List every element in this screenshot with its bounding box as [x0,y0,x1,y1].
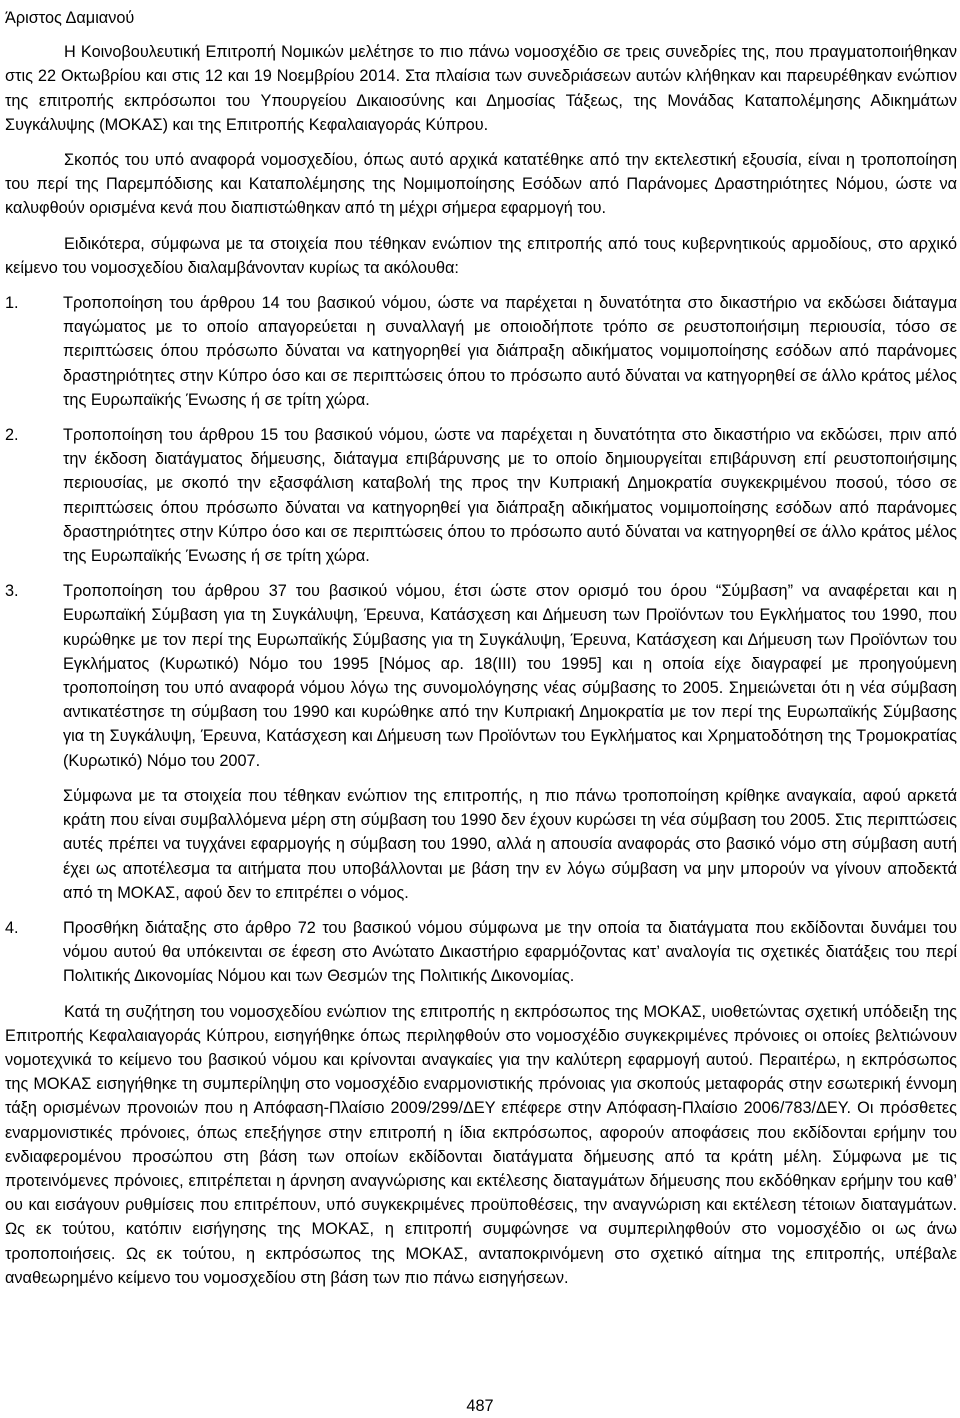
salutation: Άριστος Δαμιανού [5,9,135,27]
amendments-list [5,291,957,988]
list-item-text: Τροποποίηση του άρθρου 15 του βασικού νόμου, ώστε να παρέχεται η δυνατότητα στο δικαστήριο να εκδώσει, πριν από την έκδοση διατάγματος δήμευσης, διάταγμα επιβάρυνσης με το οποίο δημιουργείται επιβάρυνση επί ρευστοποιήσιμης περιουσίας, με σκοπό την εξασφάλιση καταβολή της προς την Κυπριακή Δημοκρατία συγκεκριμένου ποσού, τόσο σε περιπτώσεις όπου πρόσωπο δύναται να κατηγορηθεί για διάπραξη αδικήματος νομιμοποίησης εσόδων από παράνομες δραστηριότητες στην Κύπρο όσο και σε περιπτώσεις όπου το πρόσωπο αυτό δύναται να κατηγορηθεί σε άλλο κράτος μέλος της Ευρωπαϊκής Ένωσης ή σε τρίτη χώρα. [63,426,957,566]
list-item-number: 1. [5,294,19,313]
paragraph-purpose: Σκοπός του υπό αναφορά νομοσχεδίου, όπως αυτό αρχικά κατατέθηκε από την εκτελεστική εξουσία, είναι η τροποποίηση του περί της Παρεμπόδισης και Καταπολέμησης της Νομιμοποίησης Εσόδων από Παράνομες Δραστηριότητες Νόμου, ώστε να καλυφθούν ορισμένα κενά που διαπιστώθηκαν από τη μέχρι σήμερα εφαρμογή του. [5,151,957,218]
list-item-number: 3. [5,582,19,601]
list-item-text: Προσθήκη διάταξης στο άρθρο 72 του βασικού νόμου σύμφωνα με την οποία τα διατάγματα που εκδίδονται δυνάμει του νόμου αυτού θα υπόκεινται σε έφεση στο Ανώτατο Δικαστήριο εφαρμόζοντας κατ’ αναλογία τις σχετικές διατάξεις του περί Πολιτικής Δικονομίας Νόμου και των Θεσμών της Πολιτικής Δικονομίας. [63,918,957,986]
paragraph-specifics: Ειδικότερα, σύμφωνα με τα στοιχεία που τέθηκαν ενώπιον της επιτροπής από τους κυβερνητικούς αρμοδίους, στο αρχικό κείμενο του νομοσχεδίου διαλαμβάνονταν κυρίως τα ακόλουθα: [5,234,957,277]
list-item [5,579,957,905]
list-item [5,916,957,989]
list-item-number: 2. [5,426,19,445]
list-item-number: 4. [5,918,19,937]
document-body [5,6,957,1301]
list-item-text: Τροποποίηση του άρθρου 14 του βασικού νόμου, ώστε να παρέχεται η δυνατότητα στο δικαστήριο να εκδώσει διάταγμα παγώματος με το οποίο απαγορεύεται η συναλλαγή με οποιοδήποτε τρόπο σε ρευστοποιήσιμη περιουσία, τόσο σε περιπτώσεις όπου πρόσωπο δύναται να κατηγορηθεί για διάπραξη αδικήματος νομιμοποίησης εσόδων από παράνομες δραστηριότητες στην Κύπρο όσο και σε περιπτώσεις όπου το πρόσωπο αυτό δύναται να κατηγορηθεί σε άλλο κράτος μέλος της Ευρωπαϊκής Ένωσης ή σε τρίτη χώρα. [63,294,957,409]
list-item-text: Τροποποίηση του άρθρου 37 του βασικού νόμου, έτσι ώστε στον ορισμό του όρου “Σύμβαση” να αναφέρεται και η Ευρωπαϊκή Σύμβαση για τη Συγκάλυψη, Έρευνα, Κατάσχεση και Δήμευση των Προϊόντων του Εγκλήματος του 1990, που κυρώθηκε με τον περί της Ευρωπαϊκής Σύμβασης για τη Συγκάλυψη, Έρευνα, Κατάσχεση και Δήμευση των Προϊόντων του Εγκλήματος (Κυρωτικό) Νόμο του 1995 [Νόμος αρ. 18(ΙΙΙ) του 1995] και η οποία είχε διαγραφεί με προηγούμενη τροποποίηση του υπό αναφορά νόμου λόγω της συνομολόγησης νέας σύμβασης το 2005. Σημειώνεται ότι η νέα σύμβαση αντικατέστησε τη σύμβαση του 1990 και κυρώθηκε από την Κυπριακή Δημοκρατία με τον περί της Ευρωπαϊκής Σύμβασης για τη Συγκάλυψη, Έρευνα, Κατάσχεση και Δήμευση των Προϊόντων του Εγκλήματος και Χρηματοδότηση της Τρομοκρατίας (Κυρωτικό) Νόμο του 2007. [63,582,957,770]
list-item [5,291,957,412]
list-item-followup-text: Σύμφωνα με τα στοιχεία που τέθηκαν ενώπιον της επιτροπής, η πιο πάνω τροποποίηση κρίθηκε αναγκαία, αφού αρκετά κράτη που είναι συμβαλλόμενα μέρη στη σύμβαση του 1990 δεν έχουν κυρώσει τη νέα σύμβαση του 2005. Στις περιπτώσεις αυτές πρέπει να τυγχάνει εφαρμογής η σύμβαση του 1990, αλλά η απουσία αναφοράς στο βασικό νόμο στη σύμβαση αυτή έχει ως αποτέλεσμα τα αιτήματα που υποβάλλονται με βάση την εν λόγω σύμβαση να μην μπορούν να γίνουν αποδεκτά από τη ΜΟΚΑΣ, αφού δεν το επιτρέπει ο νόμος. [63,786,957,902]
paragraph-intro: Η Κοινοβουλευτική Επιτροπή Νομικών μελέτησε το πιο πάνω νομοσχέδιο σε τρεις συνεδρίες της, που πραγματοποιήθηκαν στις 22 Οκτωβρίου και στις 12 και 19 Νοεμβρίου 2014. Στα πλαίσια των συνεδριάσεων αυτών κλήθηκαν και παρευρέθηκαν ενώπιον της επιτροπής εκπρόσωποι του Υπουργείου Δικαιοσύνης και Δημοσίας Τάξεως, της Μονάδας Καταπολέμησης Αδικημάτων Συγκάλυψης (ΜΟΚΑΣ) και της Επιτροπής Κεφαλαιαγοράς Κύπρου. [5,43,957,134]
list-item [5,423,957,568]
page-number: 487 [466,1397,494,1415]
paragraph-discussion: Κατά τη συζήτηση του νομοσχεδίου ενώπιον της επιτροπής η εκπρόσωπος της ΜΟΚΑΣ, υιοθετώντας σχετική υπόδειξη της Επιτροπής Κεφαλαιαγοράς Κύπρου, εισηγήθηκε όπως περιληφθούν στο νομοσχέδιο συγκεκριμένες πρόνοιες οι οποίες βελτιώνουν νομοτεχνικά το κείμενο του βασικού νόμου και κρίνονται αναγκαίες για την καλύτερη εφαρμογή αυτού. Περαιτέρω, η εκπρόσωπος της ΜΟΚΑΣ εισηγήθηκε τη συμπερίληψη στο νομοσχέδιο εναρμονιστικής πρόνοιας για σκοπούς μεταφοράς στην εσωτερική έννομη τάξη ορισμένων προνοιών που η Απόφαση-Πλαίσιο 2009/299/ΔΕΥ επέφερε στην Απόφαση-Πλαίσιο 2006/783/ΔΕΥ. Οι πρόσθετες εναρμονιστικές πρόνοιες, όπως επεξήγησε στην επιτροπή η ίδια εκπρόσωπος, αφορούν αποφάσεις που εκδίδονται ερήμην του ενδιαφερομένου προσώπου στη βάση των οποίων εκδίδονται διατάγματα δήμευσης από τα κράτη μέλη. Σύμφωνα με τις προτεινόμενες πρόνοιες, επιτρέπεται η άρνηση αναγνώρισης και εκτέλεσης διαταγμάτων δήμευσης που εκδόθηκαν ερήμην του καθ’ ου και εισάγουν ρυθμίσεις που επιτρέπουν, υπό συγκεκριμένες προϋποθέσεις, την αναγνώριση και εκτέλεση τέτοιων διαταγμάτων. Ως εκ τούτου, κατόπιν εισήγησης της ΜΟΚΑΣ, η επιτροπή συμφώνησε να συμπεριληφθούν στο νομοσχέδιο οι ως άνω τροποποιήσεις. Ως εκ τούτου, η εκπρόσωπος της ΜΟΚΑΣ, ανταποκρινόμενη στο σχετικό αίτημα της επιτροπής, υπέβαλε αναθεωρημένο κείμενο του νομοσχεδίου στη βάση των πιο πάνω εισηγήσεων. [5,1002,957,1287]
